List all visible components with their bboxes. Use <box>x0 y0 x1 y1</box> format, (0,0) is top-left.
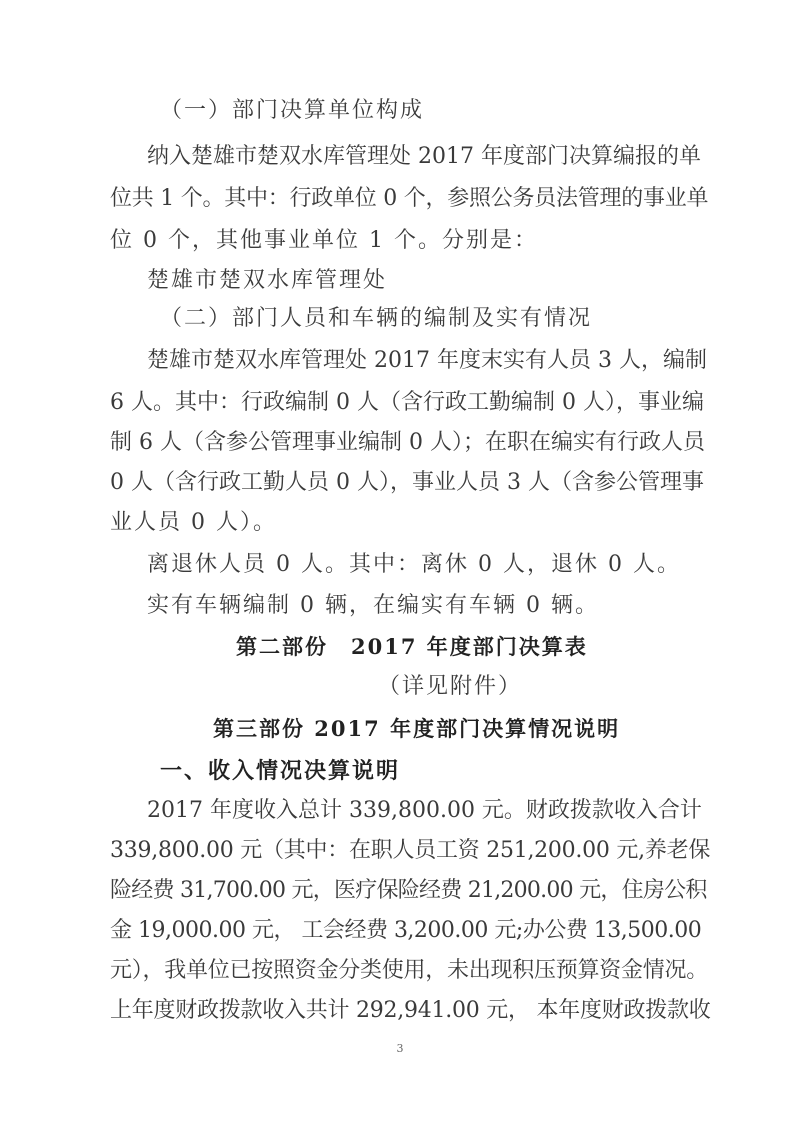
unit-name-line: 楚雄市楚双水库管理处 <box>147 268 388 293</box>
paragraph-line: 位共 1 个。其中：行政单位 0 个，参照公务员法管理的事业单 <box>110 186 709 211</box>
paragraph-line: 0 人（含行政工勤人员 0 人），事业人员 3 人（含参公管理事 <box>110 470 704 495</box>
paragraph-line: 制 6 人（含参公管理事业编制 0 人）；在职在编实有行政人员 <box>110 430 705 455</box>
paragraph-line: 位 0 个，其他事业单位 1 个。分别是： <box>110 228 538 253</box>
paragraph-line: 楚雄市楚双水库管理处 2017 年度末实有人员 3 人，编制 <box>147 348 707 373</box>
paragraph-line: 339,800.00 元（其中：在职人员工资 251,200.00 元,养老保 <box>110 838 711 863</box>
paragraph-line: 纳入楚雄市楚双水库管理处 2017 年度部门决算编报的单 <box>147 144 701 169</box>
paragraph-line: 2017 年度收入总计 339,800.00 元。财政拨款收入合计 <box>147 798 702 823</box>
paragraph-line: 险经费 31,700.00 元，医疗保险经费 21,200.00 元，住房公积 <box>110 878 707 903</box>
section-heading-income: 一、收入情况决算说明 <box>160 758 401 784</box>
section-heading-staff-vehicles: （二）部门人员和车辆的编制及实有情况 <box>160 306 593 331</box>
page-number: 3 <box>396 1042 404 1055</box>
attachment-note: （详见附件） <box>378 674 523 699</box>
paragraph-line: 实有车辆编制 0 辆，在编实有车辆 0 辆。 <box>147 593 599 618</box>
paragraph-line: 上年度财政拨款收入共计 292,941.00 元， 本年度财政拨款收 <box>110 998 711 1023</box>
paragraph-line: 离退休人员 0 人。其中：离休 0 人，退休 0 人。 <box>147 552 681 577</box>
part-two-title: 第二部份 2017 年度部门决算表 <box>236 634 588 659</box>
paragraph-line: 金 19,000.00 元， 工会经费 3,200.00 元;办公费 13,500.00 <box>110 918 702 943</box>
part-three-title: 第三部份 2017 年度部门决算情况说明 <box>213 716 621 741</box>
paragraph-line: 元），我单位已按照资金分类使用，未出现积压预算资金情况。 <box>110 958 709 983</box>
paragraph-line: 6 人。其中：行政编制 0 人（含行政工勤编制 0 人），事业编 <box>110 390 704 415</box>
paragraph-line: 业人员 0 人）。 <box>110 510 277 535</box>
section-heading-unit-composition: （一）部门决算单位构成 <box>160 98 425 123</box>
